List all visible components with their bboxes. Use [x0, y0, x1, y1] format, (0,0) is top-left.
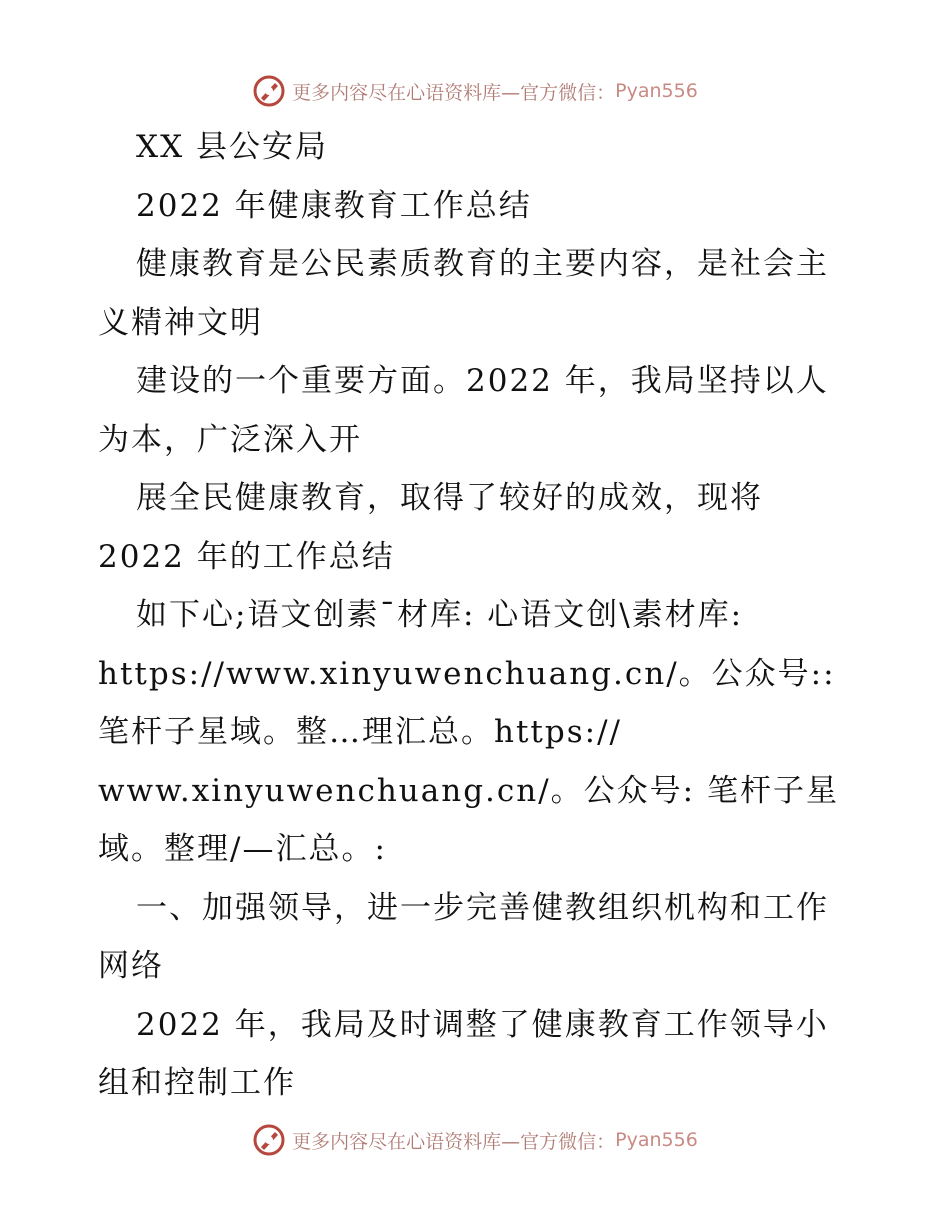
document-body [98, 118, 858, 1113]
doc-agency: XX 县公安局 [136, 129, 328, 165]
doc-paragraph: 建设的一个重要方面。2022 年，我局坚持以人为本，广泛深入开 [98, 363, 829, 458]
watermark-banner-bottom [0, 1120, 950, 1160]
watermark-banner-top [0, 71, 950, 111]
watermark-text: 更多内容尽在心语资料库—官方微信： [292, 1130, 616, 1153]
doc-section-heading: 一、加强领导，进一步完善健教组织机构和工作网络 [98, 889, 829, 984]
doc-title: 2022 年健康教育工作总结 [136, 187, 532, 224]
watermark-text: 更多内容尽在心语资料库—官方微信： [292, 81, 616, 104]
doc-paragraph: 展全民健康教育，取得了较好的成效，现将 2022 年的工作总结 [98, 480, 763, 575]
watermark-account: Pyan556 [615, 80, 698, 102]
red-pen-circle-icon [252, 74, 286, 108]
watermark-account: Pyan556 [615, 1129, 698, 1151]
red-pen-circle-icon [252, 1123, 286, 1157]
doc-paragraph: 如下心;语文创素¯材库: 心语文创\素材库: https://www.xinyuwenchuang.cn/。公众号:: 笔杆子星域。整…理汇总。https:// www.xinyuwenchuang.cn/。公众号: 笔杆子星域。整理/—汇总。: [98, 597, 839, 867]
doc-paragraph: 2022 年，我局及时调整了健康教育工作领导小组和控制工作 [98, 1006, 829, 1101]
doc-paragraph: 健康教育是公民素质教育的主要内容，是社会主义精神文明 [98, 246, 829, 341]
